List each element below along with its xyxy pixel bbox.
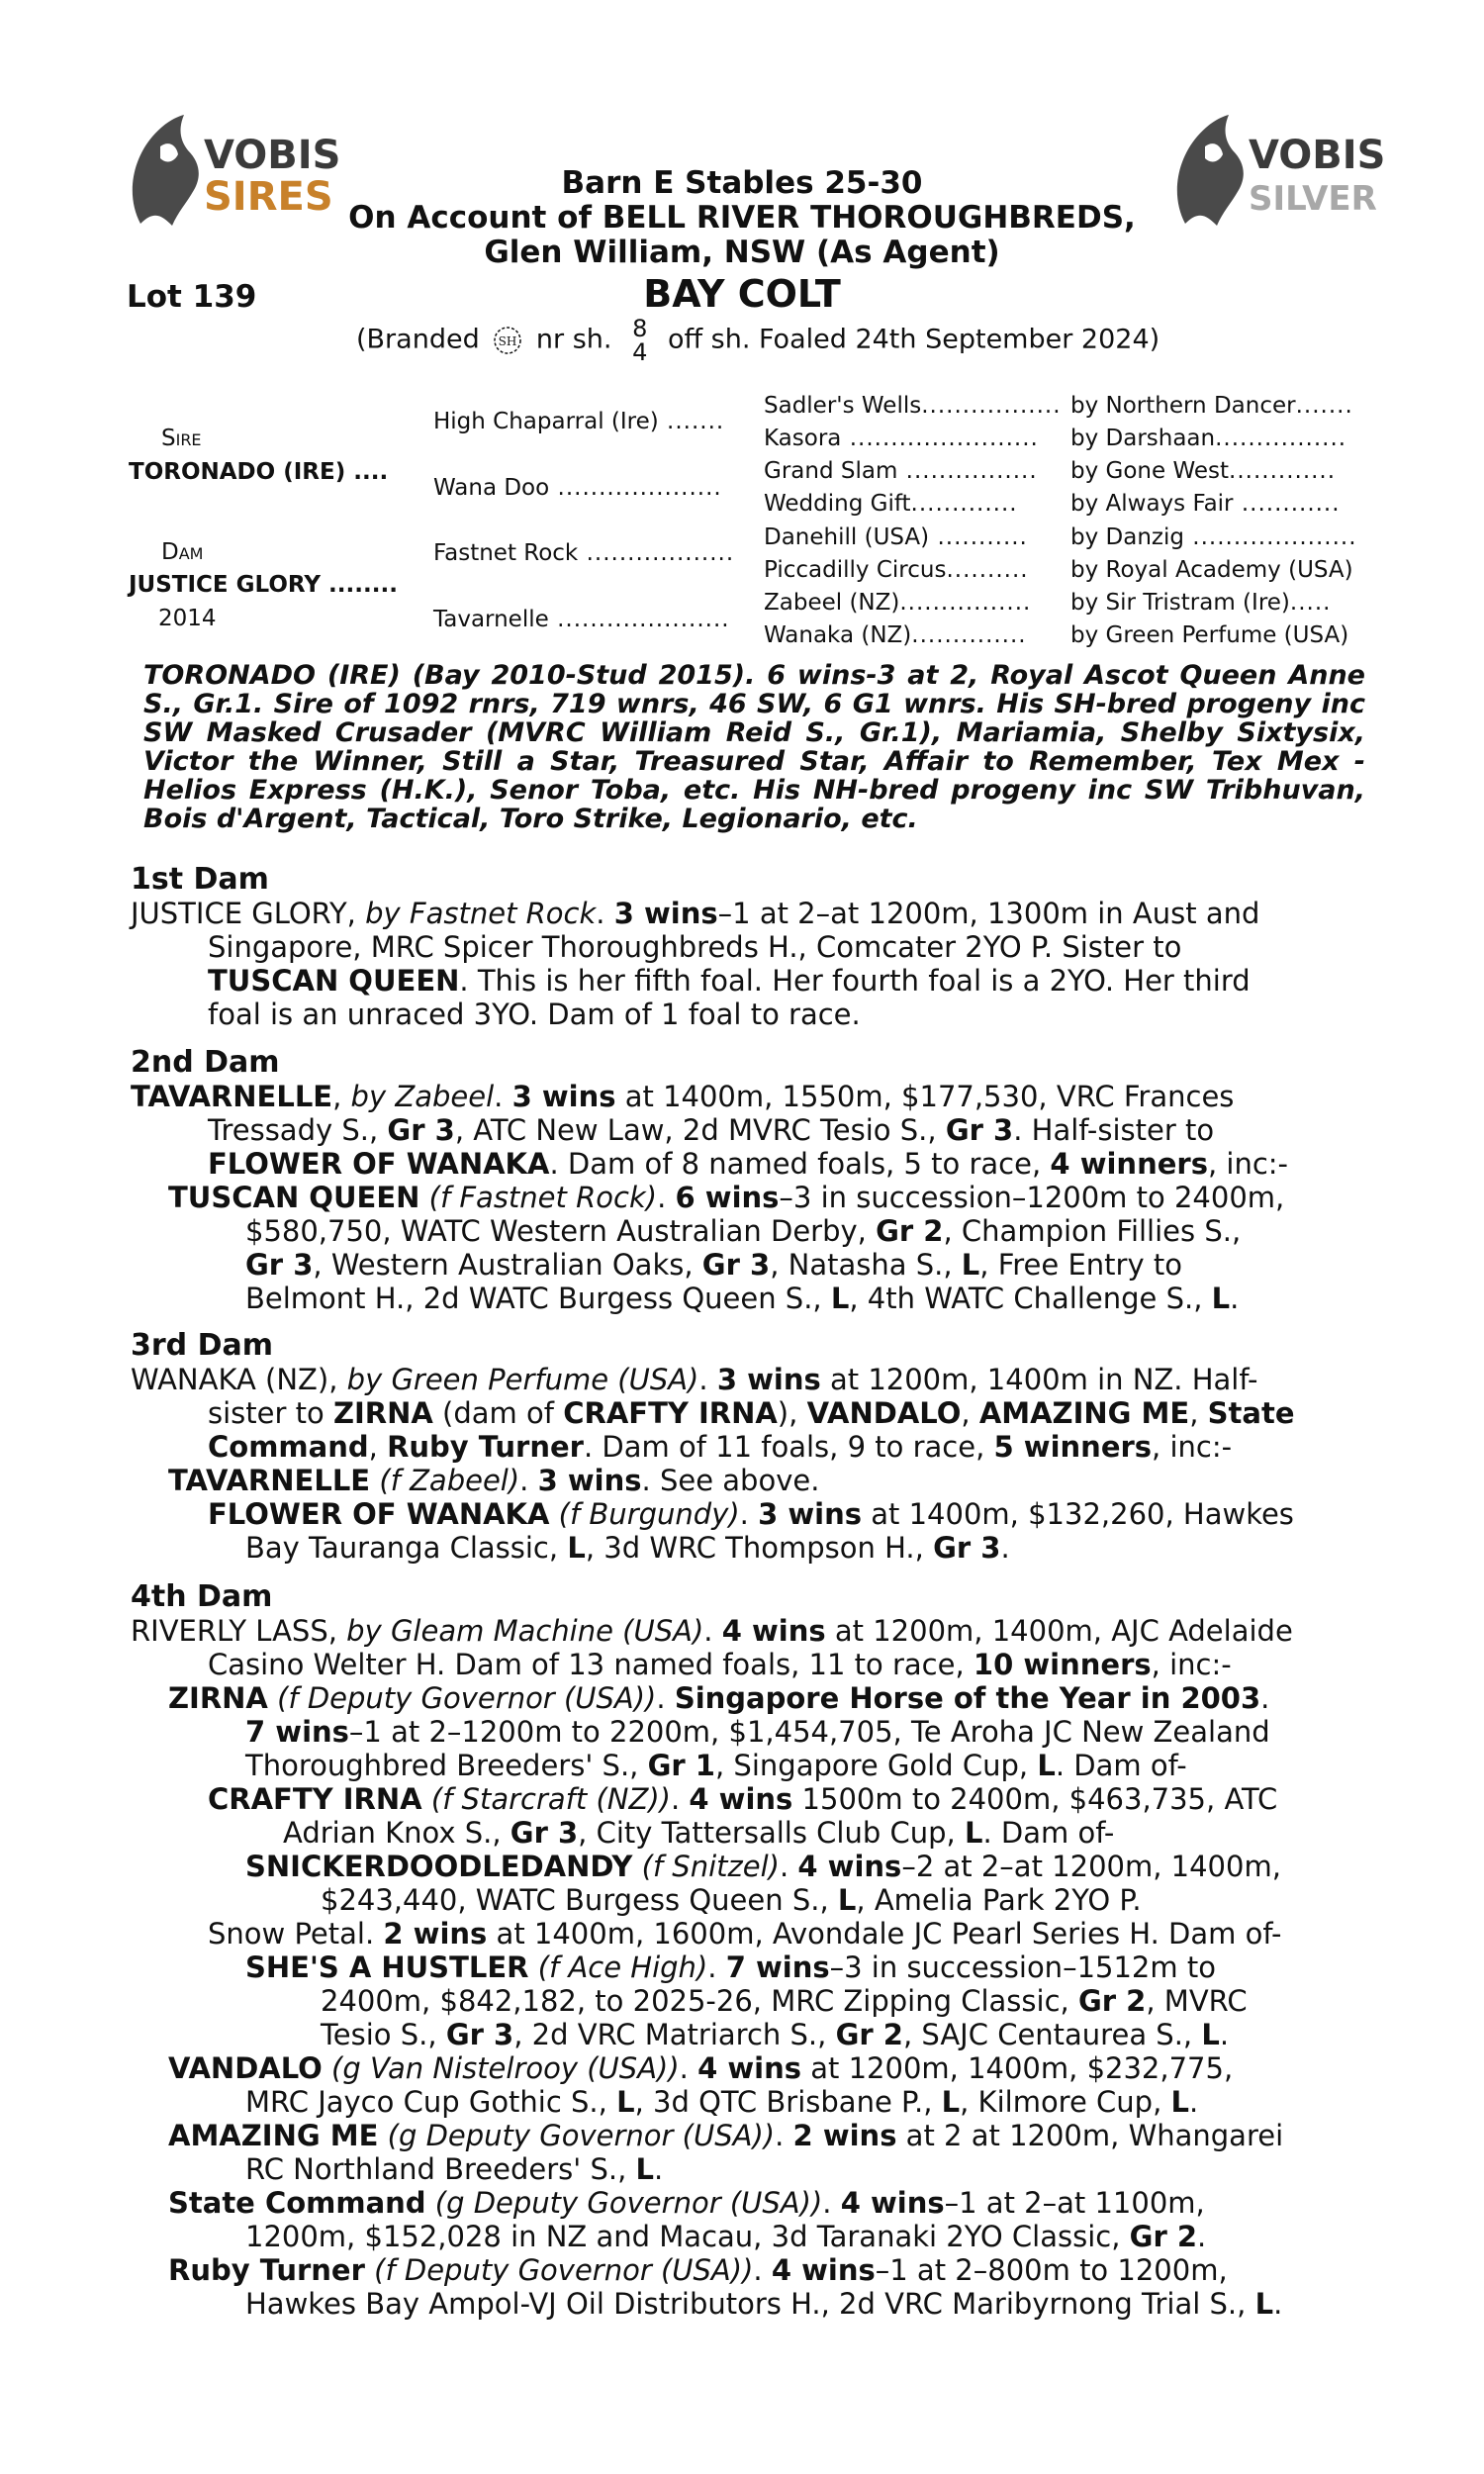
text: ,	[368, 1430, 388, 1464]
bold-text: 7 wins	[245, 1715, 349, 1749]
gen3-item: Piccadilly Circus..........	[764, 557, 1029, 583]
text: .	[703, 1614, 722, 1648]
text: RC Northland Breeders' S.,	[245, 2152, 636, 2186]
text: .	[654, 2152, 664, 2186]
text: at 1200m, 1400m, AJC Adelaide	[825, 1614, 1293, 1648]
italic-text: by Green Perfume (USA)	[346, 1363, 699, 1396]
brand-mid: nr sh.	[535, 324, 612, 355]
bold-text: FLOWER OF WANAKA	[208, 1497, 550, 1531]
horse-description: BAY COLT	[643, 272, 841, 316]
text: , 3d WRC Thompson H.,	[585, 1531, 934, 1565]
gen3-item: Zabeel (NZ)................	[764, 590, 1032, 616]
gen3-sire: by Danzig ....................	[1070, 524, 1357, 550]
italic-text: by Gleam Machine (USA)	[346, 1614, 704, 1648]
bold-text: 3 wins	[613, 897, 718, 930]
text: , 4th WATC Challenge S.,	[849, 1282, 1212, 1315]
text: .	[698, 1363, 717, 1396]
bold-text: TUSCAN QUEEN	[168, 1181, 420, 1214]
gen3-item: Kasora .......................	[764, 426, 1039, 451]
text: , MVRC	[1146, 1984, 1248, 2018]
text: MRC Jayco Cup Gothic S.,	[245, 2085, 617, 2119]
text	[419, 1181, 428, 1214]
dam-text-line	[208, 964, 1251, 998]
text	[528, 1951, 537, 1984]
text: . Dam of 11 foals, 9 to race,	[583, 1430, 994, 1464]
dam-label: Dam	[161, 539, 204, 565]
text: , Kilmore Cup,	[960, 2085, 1171, 2119]
gen3-sire: by Gone West.............	[1070, 458, 1337, 484]
text: at 1400m, 1550m, $177,530, VRC Frances	[615, 1080, 1235, 1113]
bold-text: Gr 3	[445, 2018, 514, 2051]
text: –1 at 2–800m to 1200m,	[875, 2253, 1228, 2287]
text: . Dam of-	[982, 1816, 1115, 1850]
dam-heading: 1st Dam	[131, 862, 269, 897]
bold-text: 4 wins	[840, 2186, 945, 2220]
bold-text: Gr 2	[835, 2018, 903, 2051]
italic-text: (f Snitzel)	[641, 1850, 780, 1883]
text: WANAKA (NZ),	[131, 1363, 347, 1396]
text: .	[494, 1080, 512, 1113]
bold-text: L	[1170, 2085, 1189, 2119]
bold-text: 3 wins	[758, 1497, 863, 1531]
text: at 1400m, 1600m, Avondale JC Pearl Series H. Dam of-	[487, 1917, 1282, 1951]
dam-text-line	[131, 897, 1259, 930]
text: sister to	[208, 1396, 333, 1430]
text: –1 at 2–at 1100m,	[944, 2186, 1205, 2220]
bold-text: State	[1207, 1396, 1295, 1430]
dam-text-line	[168, 1681, 1269, 1715]
dam-text-line	[208, 1430, 1232, 1464]
italic-text: (f Burgundy)	[558, 1497, 740, 1531]
bold-text: 4 winners	[1050, 1147, 1208, 1181]
text: Singapore, MRC Spicer Thoroughbreds H., Comcater 2YO P. Sister to	[208, 930, 1182, 964]
bold-text: 7 wins	[725, 1951, 830, 1984]
dam-text-line	[208, 1147, 1288, 1181]
text: RIVERLY LASS,	[131, 1614, 347, 1648]
dam-text-line	[168, 2051, 1233, 2085]
gen3-sire: by Green Perfume (USA)	[1070, 622, 1349, 648]
bold-text: Singapore Horse of the Year in 2003	[674, 1681, 1261, 1715]
bold-text: TAVARNELLE	[131, 1080, 333, 1113]
text: .	[753, 2253, 772, 2287]
gen3-item: Wanaka (NZ)..............	[764, 622, 1027, 648]
bold-text: 3 wins	[537, 1464, 642, 1497]
text: , 3d QTC Brisbane P.,	[634, 2085, 942, 2119]
text: , inc:-	[1151, 1648, 1232, 1681]
bold-text: CRAFTY IRNA	[208, 1782, 422, 1816]
dam-text-line	[245, 1715, 1270, 1749]
italic-text: (f Deputy Governor (USA))	[277, 1681, 657, 1715]
italic-text: (g Deputy Governor (USA))	[387, 2119, 776, 2152]
gen3-sire: by Darshaan................	[1070, 426, 1347, 451]
bold-text: VANDALO	[168, 2051, 323, 2085]
text: .	[679, 2051, 698, 2085]
text: . Dam of 8 named foals, 5 to race,	[549, 1147, 1051, 1181]
bold-text: ZIRNA	[168, 1681, 268, 1715]
bold-text: State Command	[168, 2186, 426, 2220]
vobis-sires-logo	[121, 107, 341, 236]
bold-text: Gr 3	[510, 1816, 579, 1850]
text: $243,440, WATC Burgess Queen S.,	[321, 1883, 838, 1917]
bold-text: L	[567, 1531, 586, 1565]
text: ,	[961, 1396, 979, 1430]
gen3-sire: by Always Fair ............	[1070, 491, 1341, 517]
italic-text: (f Starcraft (NZ))	[430, 1782, 671, 1816]
svg-text:SH: SH	[498, 334, 517, 348]
dam-text-line	[168, 1181, 1284, 1214]
dam-text-line	[168, 2186, 1205, 2220]
sire-summary: TORONADO (IRE) (Bay 2010-Stud 2015). 6 wins-3 at 2, Royal Ascot Queen Anne S., Gr.1. Sire of 1092 rnrs, 719 wnrs, 46 SW, 6 G1 wnrs. His SH-bred progeny inc SW Masked Crusader (MVRC William Reid S., Gr.1), Mariamia, Shelby Sixtysix, Victor the Winner, Still a Star, Treasured Star, Affair to Remember, Tex Mex - Helios Express (H.K.), Senor Toba, etc. His NH-bred progeny inc SW Tribhuvan, Bois d'Argent, Tactical, Toro Strike, Legionario, etc.	[143, 660, 1365, 834]
sire-label: Sire	[161, 426, 202, 451]
text: at 2 at 1200m, Whangarei	[896, 2119, 1284, 2152]
bold-text: L	[635, 2152, 655, 2186]
dam-text-line	[208, 930, 1181, 964]
dam-text-line	[208, 1113, 1214, 1147]
bold-text: Gr 2	[876, 1214, 944, 1248]
dam-text-line	[245, 1749, 1187, 1782]
bold-text: L	[1037, 1749, 1056, 1782]
text: , ATC New Law, 2d MVRC Tesio S.,	[454, 1113, 946, 1147]
bold-text: Gr 2	[1077, 1984, 1147, 2018]
bold-text: 4 wins	[771, 2253, 876, 2287]
brand-fraction	[632, 317, 647, 364]
sire-name: TORONADO (IRE) ....	[129, 459, 389, 485]
text: .	[656, 1681, 675, 1715]
text: , Natasha S.,	[770, 1248, 962, 1282]
text: , Amelia Park 2YO P.	[856, 1883, 1142, 1917]
bold-text: 6 wins	[675, 1181, 780, 1214]
text	[549, 1497, 558, 1531]
text: .	[1189, 2085, 1199, 2119]
bold-text: 5 winners	[993, 1430, 1153, 1464]
gen3-sire: by Royal Academy (USA)	[1070, 557, 1353, 583]
italic-text: by Fastnet Rock	[365, 897, 597, 930]
dam-text-line	[245, 2287, 1282, 2321]
bold-text: Gr 3	[245, 1248, 314, 1282]
dam-text-line	[168, 2253, 1228, 2287]
dam-text-line	[168, 2119, 1283, 2152]
text: , Champion Fillies S.,	[943, 1214, 1242, 1248]
dam-year: 2014	[158, 606, 217, 631]
text	[365, 2253, 374, 2287]
dam-text-line	[245, 2085, 1198, 2119]
dam-text-line	[208, 1782, 1277, 1816]
bold-text: L	[1254, 2287, 1274, 2321]
bold-text: 3 wins	[716, 1363, 821, 1396]
gen2-item: Tavarnelle .....................	[433, 607, 730, 632]
dam-text-line	[245, 1248, 1182, 1282]
text: , Singapore Gold Cup,	[715, 1749, 1038, 1782]
italic-text: (f Zabeel)	[379, 1464, 520, 1497]
text	[370, 1464, 379, 1497]
bold-text: SNICKERDOODLEDANDY	[245, 1850, 633, 1883]
bold-text: L	[837, 1883, 857, 1917]
bold-text: 2 wins	[792, 2119, 897, 2152]
bold-text: Gr 3	[933, 1531, 1001, 1565]
dam-name: JUSTICE GLORY ........	[129, 572, 398, 598]
dam-heading: 4th Dam	[131, 1579, 273, 1614]
text: .	[657, 1181, 676, 1214]
text: .	[670, 1782, 690, 1816]
bold-text: 10 winners	[973, 1648, 1152, 1681]
bold-text: L	[830, 1282, 850, 1315]
brand-line	[356, 317, 1159, 364]
text: , SAJC Centaurea S.,	[902, 2018, 1202, 2051]
gen3-item: Grand Slam ................	[764, 458, 1038, 484]
bold-text: AMAZING ME	[978, 1396, 1190, 1430]
dam-text-line	[245, 1531, 1010, 1565]
bold-text: Ruby Turner	[168, 2253, 365, 2287]
bold-text: Gr 3	[387, 1113, 455, 1147]
text	[426, 2186, 435, 2220]
text: , Free Entry to	[979, 1248, 1182, 1282]
dam-text-line	[321, 1883, 1142, 1917]
bold-text: SHE'S A HUSTLER	[245, 1951, 529, 1984]
dam-text-line	[208, 998, 861, 1031]
italic-text: (g Deputy Governor (USA))	[434, 2186, 823, 2220]
text: Casino Welter H. Dam of 13 named foals, 11 to race,	[208, 1648, 974, 1681]
dam-text-line	[245, 1951, 1216, 1984]
text: Bay Tauranga Classic,	[245, 1531, 568, 1565]
dam-text-line	[321, 2018, 1229, 2051]
text: .	[596, 897, 614, 930]
bold-text: Gr 1	[647, 1749, 715, 1782]
text: . Dam of-	[1055, 1749, 1187, 1782]
text: –3 in succession–1512m to	[829, 1951, 1216, 1984]
dam-text-line	[245, 1282, 1239, 1315]
bold-text: Ruby Turner	[387, 1430, 584, 1464]
text: 1500m to 2400m, $463,735, ATC	[792, 1782, 1278, 1816]
text: –1 at 2–1200m to 2200m, $1,454,705, Te Aroha JC New Zealand	[348, 1715, 1270, 1749]
text: Snow Petal.	[208, 1917, 384, 1951]
text: .	[1219, 2018, 1230, 2051]
svg-text:VOBIS: VOBIS	[1249, 133, 1386, 178]
text: .	[739, 1497, 759, 1531]
italic-text: (g Van Nistelrooy (USA))	[331, 2051, 680, 2085]
bold-text: TAVARNELLE	[168, 1464, 371, 1497]
bold-text: 4 wins	[689, 1782, 793, 1816]
dam-text-line	[208, 1396, 1295, 1430]
text: –3 in succession–1200m to 2400m,	[779, 1181, 1285, 1214]
gen3-item: Sadler's Wells.................	[764, 393, 1062, 419]
text: 2400m, $842,182, to 2025-26, MRC Zipping Classic,	[321, 1984, 1078, 2018]
dam-text-line	[208, 1497, 1294, 1531]
text: $580,750, WATC Western Australian Derby,	[245, 1214, 877, 1248]
text: , inc:-	[1207, 1147, 1289, 1181]
dam-heading: 3rd Dam	[131, 1328, 273, 1363]
text: at 1200m, 1400m in NZ. Half-	[820, 1363, 1258, 1396]
text: .	[775, 2119, 793, 2152]
text: , 2d VRC Matriarch S.,	[513, 2018, 836, 2051]
gen2-item: High Chaparral (Ire) .......	[433, 409, 725, 434]
text: –2 at 2–at 1200m, 1400m,	[901, 1850, 1281, 1883]
text: .	[1230, 1282, 1240, 1315]
svg-text:SIRES: SIRES	[204, 174, 333, 220]
gen2-item: Wana Doo ....................	[433, 475, 722, 501]
text	[323, 2051, 331, 2085]
bold-text: 4 wins	[721, 1614, 826, 1648]
text: .	[822, 2186, 841, 2220]
text: .	[1260, 1681, 1270, 1715]
dam-text-line	[131, 1363, 1257, 1396]
bold-text: L	[961, 1248, 980, 1282]
text: –1 at 2–at 1200m, 1300m in Aust and	[717, 897, 1260, 930]
text: .	[1273, 2287, 1283, 2321]
gen3-item: Danehill (USA) ...........	[764, 524, 1028, 550]
brand-post: off sh. Foaled 24th September 2024)	[667, 324, 1160, 355]
bold-text: L	[1201, 2018, 1220, 2051]
bold-text: 4 wins	[697, 2051, 802, 2085]
vobis-silver-logo	[1165, 107, 1386, 236]
dam-text-line	[245, 2220, 1206, 2253]
text: ,	[332, 1080, 351, 1113]
dam-text-line	[208, 1648, 1232, 1681]
gen3-sire: by Sir Tristram (Ire).....	[1070, 590, 1332, 616]
italic-text: (f Ace High)	[537, 1951, 708, 1984]
bold-text: ZIRNA	[332, 1396, 433, 1430]
bold-text: Gr 3	[701, 1248, 771, 1282]
text: , inc:-	[1152, 1430, 1233, 1464]
bold-text: L	[941, 2085, 961, 2119]
bold-text: VANDALO	[806, 1396, 962, 1430]
bold-text: 2 wins	[383, 1917, 488, 1951]
dam-text-line	[245, 1850, 1281, 1883]
frac-top: 8	[632, 315, 648, 342]
text: JUSTICE GLORY,	[131, 897, 366, 930]
italic-text: (f Deputy Governor (USA))	[374, 2253, 754, 2287]
gen2-item: Fastnet Rock ..................	[433, 540, 735, 566]
bold-text: Gr 3	[945, 1113, 1014, 1147]
dam-text-line	[131, 1080, 1234, 1113]
text: ),	[777, 1396, 807, 1430]
text: . This is her fifth foal. Her fourth foal is a 2YO. Her third	[459, 964, 1251, 998]
text: Tesio S.,	[321, 2018, 446, 2051]
bold-text: CRAFTY IRNA	[563, 1396, 778, 1430]
dam-text-line	[168, 1464, 819, 1497]
text: (dam of	[432, 1396, 564, 1430]
text: .	[1197, 2220, 1207, 2253]
dam-text-line	[208, 1917, 1281, 1951]
bold-text: FLOWER OF WANAKA	[208, 1147, 550, 1181]
sh-brand-icon	[488, 326, 527, 355]
bold-text: L	[616, 2085, 635, 2119]
italic-text: (f Fastnet Rock)	[428, 1181, 658, 1214]
dam-text-line	[131, 1614, 1293, 1648]
text: . See above.	[641, 1464, 820, 1497]
lot-number: Lot 139	[127, 279, 257, 315]
text: Hawkes Bay Ampol-VJ Oil Distributors H., 2d VRC Maribyrnong Trial S.,	[245, 2287, 1255, 2321]
text	[378, 2119, 387, 2152]
dam-text-line	[245, 1214, 1241, 1248]
text: .	[707, 1951, 726, 1984]
dam-text-line	[283, 1816, 1114, 1850]
gen3-sire: by Northern Dancer.......	[1070, 393, 1353, 419]
dam-text-line	[321, 1984, 1248, 2018]
text: .	[779, 1850, 798, 1883]
text: 1200m, $152,028 in NZ and Macau, 3d Taranaki 2YO Classic,	[245, 2220, 1130, 2253]
text	[422, 1782, 431, 1816]
bold-text: AMAZING ME	[168, 2119, 379, 2152]
svg-text:SILVER: SILVER	[1249, 179, 1377, 219]
text: , City Tattersalls Club Cup,	[578, 1816, 965, 1850]
text: .	[519, 1464, 538, 1497]
bold-text: 3 wins	[511, 1080, 616, 1113]
frac-bottom: 4	[632, 338, 648, 366]
text: Belmont H., 2d WATC Burgess Queen S.,	[245, 1282, 831, 1315]
bold-text: L	[964, 1816, 983, 1850]
text: ,	[1189, 1396, 1208, 1430]
text	[268, 1681, 277, 1715]
text: at 1200m, 1400m, $232,775,	[801, 2051, 1234, 2085]
bold-text: 4 wins	[797, 1850, 902, 1883]
barn-line: Barn E Stables 25-30	[561, 165, 923, 201]
text: Adrian Knox S.,	[283, 1816, 510, 1850]
svg-text:VOBIS: VOBIS	[204, 133, 341, 178]
bold-text: L	[1211, 1282, 1231, 1315]
dam-heading: 2nd Dam	[131, 1045, 280, 1080]
account-line: On Account of BELL RIVER THOROUGHBREDS,	[348, 200, 1136, 236]
bold-text: Command	[208, 1430, 369, 1464]
text: , Western Australian Oaks,	[313, 1248, 702, 1282]
location-line: Glen William, NSW (As Agent)	[484, 235, 1000, 270]
text: at 1400m, $132,260, Hawkes	[862, 1497, 1294, 1531]
gen3-item: Wedding Gift.............	[764, 491, 1018, 517]
text: Tressady S.,	[208, 1113, 388, 1147]
text	[632, 1850, 641, 1883]
brand-pre: (Branded	[356, 324, 480, 355]
text: .	[1000, 1531, 1010, 1565]
text: foal is an unraced 3YO. Dam of 1 foal to race.	[208, 998, 861, 1031]
dam-text-line	[245, 2152, 663, 2186]
bold-text: TUSCAN QUEEN	[208, 964, 460, 998]
text: Thoroughbred Breeders' S.,	[245, 1749, 648, 1782]
text: . Half-sister to	[1013, 1113, 1215, 1147]
italic-text: by Zabeel	[350, 1080, 495, 1113]
bold-text: Gr 2	[1129, 2220, 1198, 2253]
